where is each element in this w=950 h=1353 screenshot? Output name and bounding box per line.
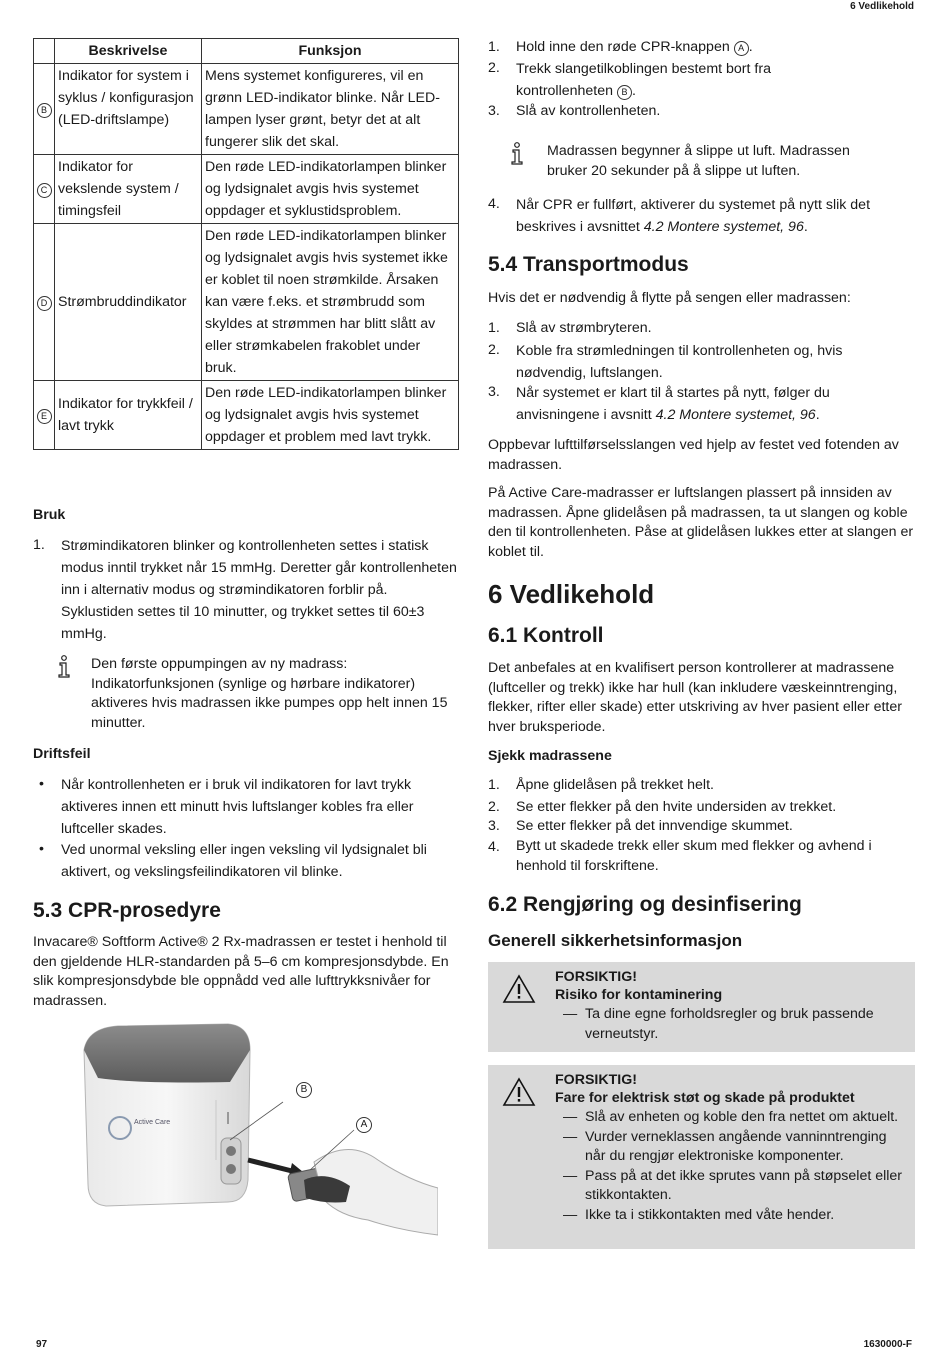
list-number: 4. [488, 196, 500, 212]
label-b-icon: B [296, 1082, 312, 1098]
note-text: Madrassen begynner å slippe ut luft. Madrassen bruker 20 sekunder på å slippe ut luften. [547, 143, 850, 179]
dash-icon: — [563, 1206, 578, 1223]
list-text: Slå av strømbryteren. [516, 320, 652, 336]
cpr-paragraph: Invacare® Softform Active® 2 Rx-madrassen er testet i henhold til den gjeldende HLR-standarden på 5–6 cm kompresjonsdybde. En slik kompresjonsdybde ble oppnådd ved alle lufttrykksnivåer for madrassen. [33, 934, 449, 1009]
col-header-function: Funksjon [202, 39, 459, 64]
list-end: . [748, 39, 753, 55]
list-item [488, 837, 916, 877]
label-a-icon: A [356, 1117, 372, 1133]
list-end: . [631, 83, 636, 99]
info-note [488, 142, 916, 181]
warning-title: Fare for elektrisk støt og skade på produktet [555, 1090, 855, 1107]
sikkerhet-heading: Generell sikkerhetsinformasjon [488, 931, 743, 950]
cpr-figure [78, 1020, 438, 1250]
list-number: 1. [33, 537, 45, 553]
transport-paragraph: Oppbevar lufttilførselsslangen ved hjelp av festet ved fotenden av madrassen. [488, 437, 899, 473]
table-row [34, 224, 459, 381]
list-number: 3. [488, 384, 500, 400]
bullet-icon: • [39, 776, 44, 792]
list-item [488, 816, 916, 837]
section-reference-link[interactable]: 4.2 Montere systemet, 96 [643, 219, 804, 235]
warning-item [555, 1167, 915, 1206]
page-number: 97 [36, 1339, 48, 1350]
list-number: 2. [488, 342, 500, 358]
dash-icon: — [563, 1108, 578, 1125]
list-text: Se etter flekker på den hvite undersiden av trekket. [516, 799, 837, 815]
list-number: 2. [488, 799, 500, 815]
marker-c-icon: C [37, 183, 52, 198]
cpr-heading: 5.3 CPR-prosedyre [33, 899, 221, 922]
list-text: Koble fra strømledningen til kontrollenheten og, hvis nødvendig, luftslangen. [516, 343, 843, 381]
dash-icon: — [563, 1167, 578, 1184]
rengjoring-heading: 6.2 Rengjøring og desinfisering [488, 893, 802, 916]
list-text: Trekk slangetilkoblingen bestemt bort fra kontrollenheten [516, 61, 771, 99]
row-function: Den røde LED-indikatorlampen blinker og lydsignalet avgis hvis systemet oppdager et syklustidsproblem. [202, 155, 459, 224]
list-text: Når CPR er fullført, aktiverer du systemet på nytt slik det beskrives i avsnittet [516, 197, 871, 235]
document-number: 1630000-F [863, 1339, 912, 1350]
warning-title: Risiko for kontaminering [555, 987, 723, 1004]
marker-b-icon: B [37, 103, 52, 118]
vedlikehold-heading: 6 Vedlikehold [488, 579, 655, 609]
warning-item [555, 1005, 915, 1044]
warning-item-text: Ikke ta i stikkontakten med våte hender. [585, 1206, 835, 1223]
sjekk-heading: Sjekk madrassene [488, 748, 612, 764]
table-header-row [34, 39, 459, 64]
list-end: . [815, 407, 820, 423]
list-number: 1. [488, 320, 500, 336]
transport-intro: Hvis det er nødvendig å flytte på sengen eller madrassen: [488, 290, 851, 306]
bullet-text: Ved unormal veksling eller ingen veksling vil lydsignalet bli aktivert, og vekslingsfeilindikatoren vil blinke. [61, 842, 427, 880]
list-text: Bytt ut skadede trekk eller skum med flekker og avhend i henhold til forskriftene. [516, 838, 872, 874]
marker-b-icon: B [617, 85, 632, 100]
kontroll-heading: 6.1 Kontroll [488, 624, 604, 647]
list-number: 4. [488, 839, 500, 855]
marker-e-icon: E [37, 409, 52, 424]
warning-box [488, 962, 915, 1052]
row-description: Indikator for system i syklus / konfigurasjon (LED-driftslampe) [55, 64, 202, 155]
transport-heading: 5.4 Transportmodus [488, 253, 689, 276]
warning-item-text: Slå av enheten og koble den fra nettet om aktuelt. [585, 1108, 899, 1125]
list-item [488, 775, 916, 796]
table-row [34, 381, 459, 450]
list-number: 3. [488, 103, 500, 119]
table-row [34, 155, 459, 224]
marker-header [34, 39, 55, 64]
bullet-item [33, 774, 459, 840]
list-item [488, 101, 916, 122]
list-text: Hold inne den røde CPR-knappen [516, 39, 730, 55]
indicator-table [33, 38, 459, 450]
info-icon [488, 142, 547, 181]
bullet-icon: • [39, 841, 44, 857]
bruk-heading: Bruk [33, 507, 66, 523]
section-reference-link[interactable]: 4.2 Montere systemet, 96 [655, 407, 816, 423]
list-text: Åpne glidelåsen på trekket helt. [516, 777, 714, 793]
device-brand-text: Active Care [134, 1119, 171, 1126]
list-item [488, 340, 916, 384]
running-header: 6 Vedlikehold [850, 1, 914, 12]
info-icon [33, 655, 91, 733]
dash-icon: — [563, 1128, 578, 1145]
warning-item-text: Ta dine egne forholdsregler og bruk passende verneutstyr. [585, 1005, 874, 1042]
list-number: 1. [488, 777, 500, 793]
note-text: Den første oppumpingen av ny madrass: Indikatorfunksjonen (synlige og hørbare indikatorer) aktiveres hvis madrassen ikke pumpes opp helt innen 15 minutter. [91, 656, 448, 731]
list-number: 1. [488, 39, 500, 55]
list-item [33, 535, 459, 645]
marker-a-icon: A [734, 41, 749, 56]
list-item [488, 194, 916, 238]
list-item [488, 58, 916, 102]
warning-label: FORSIKTIG! [555, 969, 637, 985]
row-function: Den røde LED-indikatorlampen blinker og lydsignalet avgis hvis systemet oppdager et problem med lavt trykk. [202, 381, 459, 450]
list-text: Når systemet er klart til å startes på nytt, følger du anvisningene i avsnitt [516, 385, 830, 423]
list-text: Strømindikatoren blinker og kontrollenheten settes i statisk modus inntil trykket når 15 mmHg. Deretter går kontrollenheten inn i alternativ modus og strømindikatoren forblir på. Syklustiden settes til 10 minutter, og trykket settes til 60±3 mmHg. [61, 538, 457, 642]
bullet-item [33, 839, 459, 883]
warning-item [555, 1108, 915, 1128]
list-text: Slå av kontrollenheten. [516, 103, 661, 119]
warning-item [555, 1206, 915, 1226]
bullet-text: Når kontrollenheten er i bruk vil indikatoren for lavt trykk aktiveres innen ett minutt hvis luftslanger kobles fra eller luftceller skades. [61, 777, 414, 837]
driftsfeil-heading: Driftsfeil [33, 746, 91, 762]
list-end: . [803, 219, 808, 235]
warning-item-text: Pass på at det ikke sprutes vann på støpselet eller stikkontakten. [585, 1167, 903, 1204]
transport-paragraph: På Active Care-madrasser er luftslangen plassert på innsiden av madrassen. Åpne glidelåsen på madrassen, ta ut slangen og koble den til kontrollenheten. Påse at glidelåsen lukkes etter at slangen er koblet til. [488, 485, 914, 560]
row-function: Den røde LED-indikatorlampen blinker og lydsignalet avgis hvis systemet ikke er koblet til noen strømkilde. Årsaken kan være f.eks. et strømbrudd som skyldes at strømmen har blitt slått av eller strømkabelen frakoblet under bruk. [202, 224, 459, 381]
warning-label: FORSIKTIG! [555, 1072, 637, 1088]
row-description: Indikator for vekslende system / timingsfeil [55, 155, 202, 224]
row-description: Strømbruddindikator [55, 224, 202, 381]
col-header-description: Beskrivelse [55, 39, 202, 64]
list-item [488, 318, 916, 339]
row-description: Indikator for trykkfeil / lavt trykk [55, 381, 202, 450]
list-item [488, 797, 916, 818]
warning-item [555, 1128, 915, 1167]
list-text: Se etter flekker på det innvendige skummet. [516, 818, 793, 834]
info-note [33, 655, 459, 733]
warning-triangle-icon [502, 1077, 536, 1114]
warning-item-text: Vurder verneklassen angående vanninntrenging når du rengjør elektroniske komponenter. [585, 1128, 887, 1165]
control-unit-illustration [78, 1020, 438, 1250]
row-function: Mens systemet konfigureres, vil en grønn LED-indikator blinke. Når LED-lampen lyser grønt, betyr det at alt fungerer slik det skal. [202, 64, 459, 155]
list-item [488, 382, 916, 426]
list-number: 2. [488, 60, 500, 76]
marker-d-icon: D [37, 296, 52, 311]
warning-box [488, 1065, 915, 1249]
warning-triangle-icon [502, 974, 536, 1011]
dash-icon: — [563, 1005, 578, 1022]
list-item [488, 37, 916, 58]
list-number: 3. [488, 818, 500, 834]
table-row [34, 64, 459, 155]
kontroll-paragraph: Det anbefales at en kvalifisert person kontrollerer at madrassene (luftceller og trekk) ikke har hull (kan inkludere væskeinntrenging, flekker, rifter eller skade) etter utskriving av hver pasient eller etter hver bruksperiode. [488, 660, 902, 735]
